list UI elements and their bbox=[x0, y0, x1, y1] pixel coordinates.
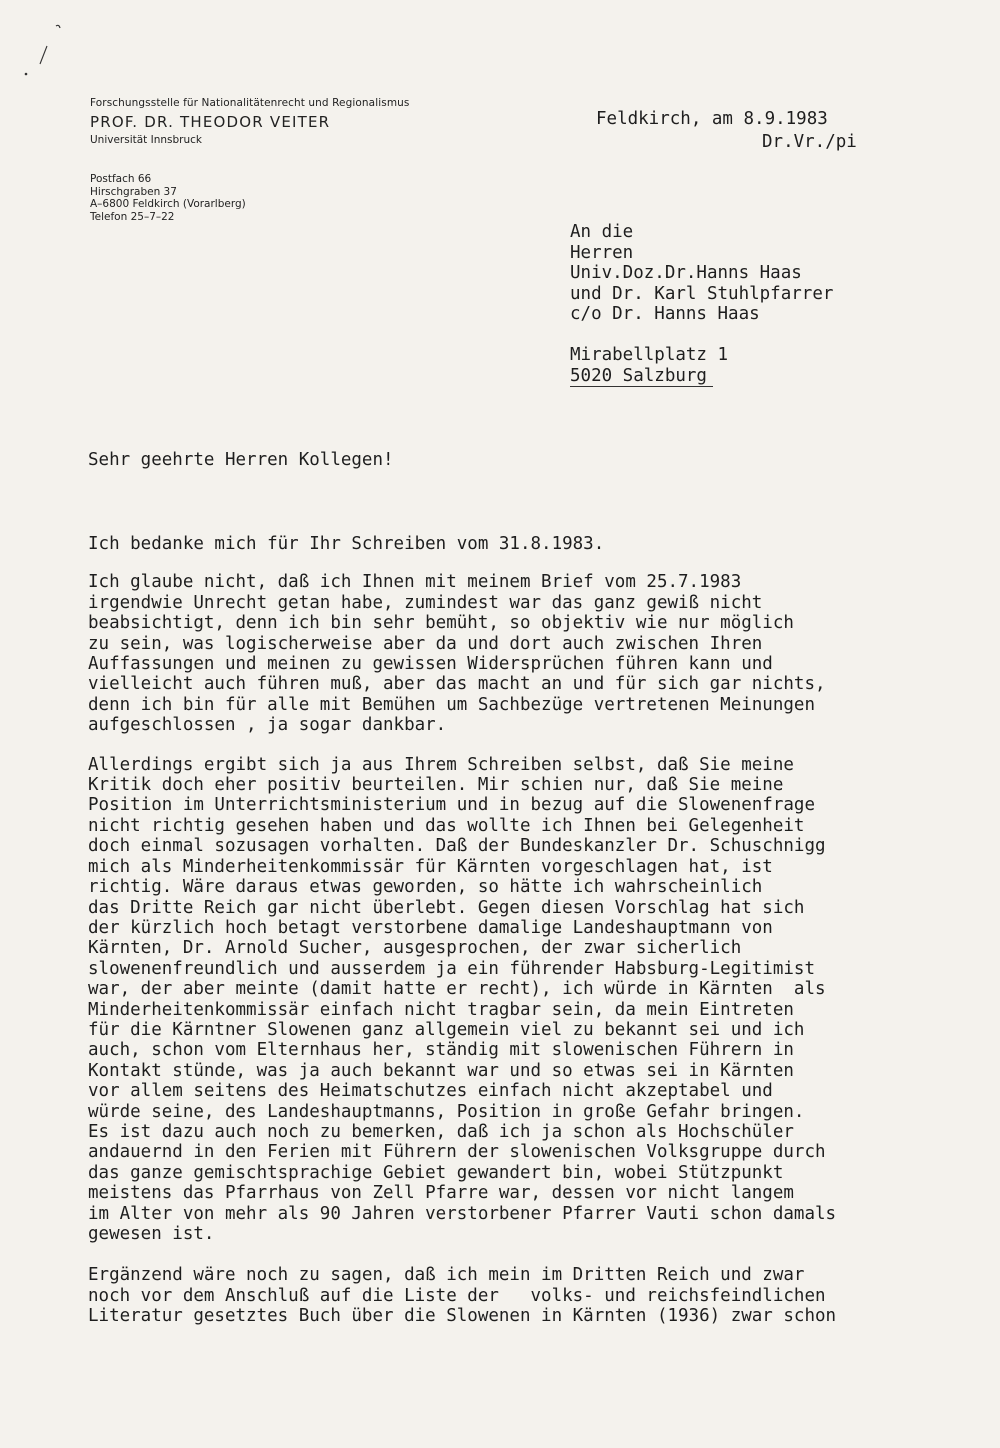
body-line: nicht richtig gesehen haben und das wollte ich Ihnen bei Gelegenheit bbox=[88, 815, 805, 836]
body-line: Ich glaube nicht, daß ich Ihnen mit meinem Brief vom 25.7.1983 bbox=[88, 572, 742, 593]
sender-address-line: A–6800 Feldkirch (Vorarlberg) bbox=[90, 198, 246, 210]
body-line: vielleicht auch führen muß, aber das macht an und für sich gar nichts, bbox=[88, 674, 826, 695]
body-line: vor allem seitens des Heimatschutzes einfach nicht akzeptabel und bbox=[88, 1081, 773, 1102]
institute-name: Forschungsstelle für Nationalitätenrecht und Regionalismus bbox=[90, 97, 410, 109]
recipient-line: Herren bbox=[570, 242, 634, 263]
body-line: für die Kärntner Slowenen ganz allgemein viel zu bekannt sei und ich bbox=[88, 1019, 805, 1040]
body-line: auch, schon vom Elternhaus her, ständig mit slowenischen Führern in bbox=[88, 1040, 794, 1061]
sender-address bbox=[90, 173, 409, 223]
body-line: zu sein, was logischerweise aber da und dort auch zwischen Ihren bbox=[88, 633, 763, 654]
recipient-address bbox=[570, 345, 728, 387]
body-line: Kärnten, Dr. Arnold Sucher, ausgesprochen, der zwar sicherlich bbox=[88, 938, 742, 959]
body-line: Kritik doch eher positiv beurteilen. Mir schien nur, daß Sie meine bbox=[88, 775, 784, 796]
body-line: beabsichtigt, denn ich bin sehr bemüht, so objektiv wie nur möglich bbox=[88, 613, 794, 634]
sender-address-line: Postfach 66 bbox=[90, 173, 152, 185]
professor-name: PROF. DR. THEODOR VEITER bbox=[90, 113, 331, 131]
body-line: denn ich bin für alle mit Bemühen um Sachbezüge vertretenen Meinungen bbox=[88, 694, 815, 715]
body-line: doch einmal sozusagen vorhalten. Daß der Bundeskanzler Dr. Schuschnigg bbox=[88, 836, 826, 857]
body-line: noch vor dem Anschluß auf die Liste der volks- und reichsfeindlichen bbox=[88, 1285, 826, 1306]
body-line: richtig. Wäre daraus etwas geworden, so hätte ich wahrscheinlich bbox=[88, 877, 763, 898]
body-line: Kontakt stünde, was ja auch bekannt war und so etwas sei in Kärnten bbox=[88, 1060, 794, 1081]
body-line: das ganze gemischtsprachige Gebiet gewandert bin, wobei Stützpunkt bbox=[88, 1162, 784, 1183]
body-line: meistens das Pfarrhaus von Zell Pfarre war, dessen vor nicht langem bbox=[88, 1183, 794, 1204]
recipient-line: An die bbox=[570, 222, 634, 242]
body-line: das Dritte Reich gar nicht überlebt. Gegen diesen Vorschlag hat sich bbox=[88, 897, 805, 918]
body-line: gewesen ist. bbox=[88, 1224, 215, 1244]
paragraph bbox=[88, 572, 968, 735]
recipient-city: 5020 Salzburg bbox=[570, 366, 713, 388]
recipient-line: c/o Dr. Hanns Haas bbox=[570, 304, 760, 324]
body-line: Auffassungen und meinen zu gewissen Widersprüchen führen kann und bbox=[88, 654, 773, 675]
sender-address-line: Hirschgraben 37 bbox=[90, 185, 177, 198]
recipient-block bbox=[570, 222, 833, 325]
body-line: aufgeschlossen , ja sogar dankbar. bbox=[88, 715, 447, 736]
recipient-street: Mirabellplatz 1 bbox=[570, 345, 729, 365]
university-name: Universität Innsbruck bbox=[90, 134, 203, 146]
body-line: Ergänzend wäre noch zu sagen, daß ich mein im Dritten Reich und zwar bbox=[88, 1265, 805, 1286]
body-line: Ich bedanke mich für Ihr Schreiben vom 31.8.1983. bbox=[88, 534, 605, 554]
body-line: Literatur gesetztes Buch über die Slowenen in Kärnten (1936) zwar schon bbox=[88, 1306, 837, 1327]
body-line: der kürzlich hoch betagt verstorbene damalige Landeshauptmann von bbox=[88, 917, 773, 938]
body-line: war, der aber meinte (damit hatte er recht), ich würde in Kärnten als bbox=[88, 979, 826, 1000]
reference-code: Dr.Vr./pi bbox=[762, 132, 857, 152]
body-line: irgendwie Unrecht getan habe, zumindest war das ganz gewiß nicht bbox=[88, 592, 763, 613]
recipient-line: und Dr. Karl Stuhlpfarrer bbox=[570, 283, 834, 304]
paragraph bbox=[88, 1265, 968, 1326]
body-line: Es ist dazu auch noch zu bemerken, daß ich ja schon als Hochschüler bbox=[88, 1121, 794, 1142]
letterhead bbox=[90, 97, 409, 223]
paragraph bbox=[88, 534, 968, 554]
body-line: Minderheitenkommissär einfach nicht tragbar sein, da mein Eintreten bbox=[88, 999, 794, 1020]
body-line: slowenenfreundlich und ausserdem ja ein führender Habsburg-Legitimist bbox=[88, 958, 815, 979]
place-date: Feldkirch, am 8.9.1983 bbox=[596, 109, 828, 129]
body-line: Position im Unterrichtsministerium und in bezug auf die Slowenenfrage bbox=[88, 795, 815, 816]
body-line: andauernd in den Ferien mit Führern der slowenischen Volksgruppe durch bbox=[88, 1142, 826, 1163]
paragraph bbox=[88, 755, 968, 1245]
pen-mark bbox=[22, 22, 62, 82]
recipient-line: Univ.Doz.Dr.Hanns Haas bbox=[570, 263, 802, 283]
salutation: Sehr geehrte Herren Kollegen! bbox=[88, 450, 394, 470]
body-line: mich als Minderheitenkommissär für Kärnten vorgeschlagen hat, ist bbox=[88, 856, 773, 877]
body-line: würde seine, des Landeshauptmanns, Position in große Gefahr bringen. bbox=[88, 1101, 805, 1122]
body-line: im Alter von mehr als 90 Jahren verstorbener Pfarrer Vauti schon damals bbox=[88, 1203, 837, 1224]
body-line: Allerdings ergibt sich ja aus Ihrem Schreiben selbst, daß Sie meine bbox=[88, 754, 794, 775]
sender-address-line: Telefon 25–7–22 bbox=[90, 210, 175, 223]
letter-body bbox=[88, 534, 968, 1327]
